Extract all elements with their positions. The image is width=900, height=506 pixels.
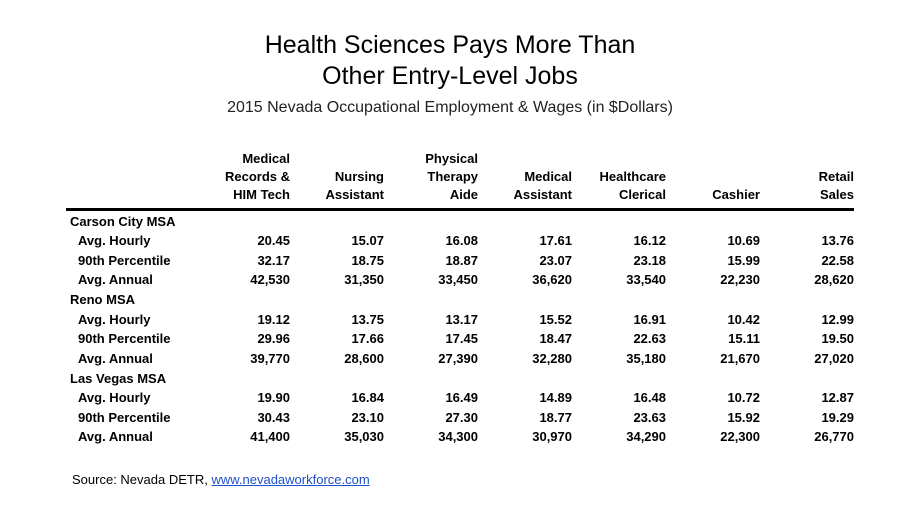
empty-cell	[478, 368, 572, 388]
region-name: Las Vegas MSA	[70, 370, 167, 386]
value-cell: 19.90	[257, 390, 290, 406]
value-cell: 23.07	[539, 252, 572, 268]
empty-cell	[384, 368, 478, 388]
row-label: Avg. Annual	[78, 429, 153, 445]
row-label: 90th Percentile	[78, 252, 171, 268]
value-cell: 18.77	[539, 409, 572, 425]
value-cell: 36,620	[532, 272, 572, 288]
value-cell: 10.72	[727, 390, 760, 406]
value-cell: 28,600	[344, 350, 384, 366]
header-corner	[66, 150, 196, 210]
region-row	[66, 368, 854, 388]
value-cell: 13.75	[351, 311, 384, 327]
value-cell: 19.50	[821, 331, 854, 347]
value-cell: 13.17	[445, 311, 478, 327]
row-label: 90th Percentile	[78, 331, 171, 347]
value-cell: 16.49	[445, 390, 478, 406]
empty-cell	[666, 290, 760, 310]
empty-cell	[196, 290, 290, 310]
value-cell: 30,970	[532, 429, 572, 445]
column-header: Medical Assistant	[478, 150, 572, 210]
empty-cell	[478, 290, 572, 310]
empty-cell	[290, 210, 384, 232]
value-cell: 23.18	[633, 252, 666, 268]
value-cell: 23.63	[633, 409, 666, 425]
value-cell: 10.42	[727, 311, 760, 327]
value-cell: 15.99	[727, 252, 760, 268]
empty-cell	[572, 368, 666, 388]
row-label: Avg. Hourly	[78, 311, 151, 327]
row-label: Avg. Hourly	[78, 390, 151, 406]
value-cell: 19.29	[821, 409, 854, 425]
empty-cell	[290, 290, 384, 310]
value-cell: 16.48	[633, 390, 666, 406]
value-cell: 34,300	[438, 429, 478, 445]
region-row	[66, 290, 854, 310]
empty-cell	[760, 368, 854, 388]
title-line-1: Health Sciences Pays More Than	[264, 31, 636, 59]
source-prefix: Source: Nevada DETR,	[72, 472, 212, 487]
empty-cell	[384, 290, 478, 310]
value-cell: 15.07	[351, 233, 384, 249]
empty-cell	[478, 210, 572, 232]
value-cell: 14.89	[539, 390, 572, 406]
empty-cell	[196, 368, 290, 388]
value-cell: 34,290	[626, 429, 666, 445]
value-cell: 15.11	[728, 331, 760, 347]
empty-cell	[384, 210, 478, 232]
empty-cell	[196, 210, 290, 232]
value-cell: 21,670	[720, 350, 760, 366]
value-cell: 33,540	[626, 272, 666, 288]
value-cell: 23.10	[351, 409, 384, 425]
value-cell: 12.87	[821, 390, 854, 406]
row-label: Avg. Annual	[78, 272, 153, 288]
value-cell: 22.63	[633, 331, 666, 347]
value-cell: 17.45	[445, 331, 478, 347]
table-row	[66, 349, 854, 369]
value-cell: 31,350	[344, 272, 384, 288]
row-label: Avg. Annual	[78, 350, 153, 366]
table-row	[66, 388, 854, 408]
value-cell: 41,400	[250, 429, 290, 445]
value-cell: 19.12	[257, 311, 290, 327]
table-body	[66, 210, 854, 447]
value-cell: 18.87	[445, 252, 478, 268]
empty-cell	[666, 210, 760, 232]
value-cell: 32.17	[257, 252, 290, 268]
column-header: Medical Records & HIM Tech	[196, 150, 290, 210]
value-cell: 27.30	[445, 409, 478, 425]
value-cell: 30.43	[257, 409, 290, 425]
table-row	[66, 427, 854, 447]
source-link[interactable]: www.nevadaworkforce.com	[211, 472, 370, 487]
empty-cell	[760, 290, 854, 310]
value-cell: 22.58	[821, 252, 854, 268]
table-header-row	[66, 150, 854, 210]
value-cell: 16.84	[351, 390, 384, 406]
column-header: Retail Sales	[760, 150, 854, 210]
value-cell: 17.66	[351, 331, 384, 347]
source-line	[72, 472, 370, 487]
value-cell: 22,230	[720, 272, 760, 288]
title-line-2: Other Entry-Level Jobs	[322, 62, 578, 90]
value-cell: 16.91	[633, 311, 666, 327]
value-cell: 29.96	[257, 331, 290, 347]
value-cell: 42,530	[250, 272, 290, 288]
page-title	[0, 30, 900, 92]
value-cell: 27,020	[814, 350, 854, 366]
table-row	[66, 251, 854, 271]
value-cell: 35,030	[344, 429, 384, 445]
region-name: Carson City MSA	[70, 213, 176, 229]
empty-cell	[572, 290, 666, 310]
column-header: Nursing Assistant	[290, 150, 384, 210]
value-cell: 17.61	[539, 233, 572, 249]
value-cell: 35,180	[626, 350, 666, 366]
table-row	[66, 270, 854, 290]
table-row	[66, 231, 854, 251]
value-cell: 18.47	[539, 331, 572, 347]
empty-cell	[290, 368, 384, 388]
row-label: Avg. Hourly	[78, 233, 151, 249]
value-cell: 33,450	[438, 272, 478, 288]
value-cell: 39,770	[250, 350, 290, 366]
column-header: Healthcare Clerical	[572, 150, 666, 210]
value-cell: 28,620	[814, 272, 854, 288]
value-cell: 13.76	[821, 233, 854, 249]
value-cell: 15.52	[539, 311, 572, 327]
region-name: Reno MSA	[70, 292, 135, 307]
empty-cell	[666, 368, 760, 388]
column-header: Physical Therapy Aide	[384, 150, 478, 210]
value-cell: 15.92	[727, 409, 760, 425]
table-row	[66, 408, 854, 428]
value-cell: 27,390	[438, 350, 478, 366]
empty-cell	[572, 210, 666, 232]
empty-cell	[760, 210, 854, 232]
column-header: Cashier	[666, 150, 760, 210]
value-cell: 20.45	[257, 233, 290, 249]
value-cell: 26,770	[814, 429, 854, 445]
region-row	[66, 210, 854, 232]
table-row	[66, 329, 854, 349]
wages-table	[66, 150, 854, 447]
page-subtitle: 2015 Nevada Occupational Employment & Wages (in $Dollars)	[227, 99, 673, 116]
row-label: 90th Percentile	[78, 409, 171, 425]
value-cell: 16.12	[633, 233, 666, 249]
value-cell: 12.99	[821, 311, 854, 327]
value-cell: 32,280	[532, 350, 572, 366]
value-cell: 16.08	[445, 233, 478, 249]
value-cell: 22,300	[720, 429, 760, 445]
value-cell: 18.75	[351, 252, 384, 268]
value-cell: 10.69	[727, 233, 760, 249]
table-row	[66, 310, 854, 330]
